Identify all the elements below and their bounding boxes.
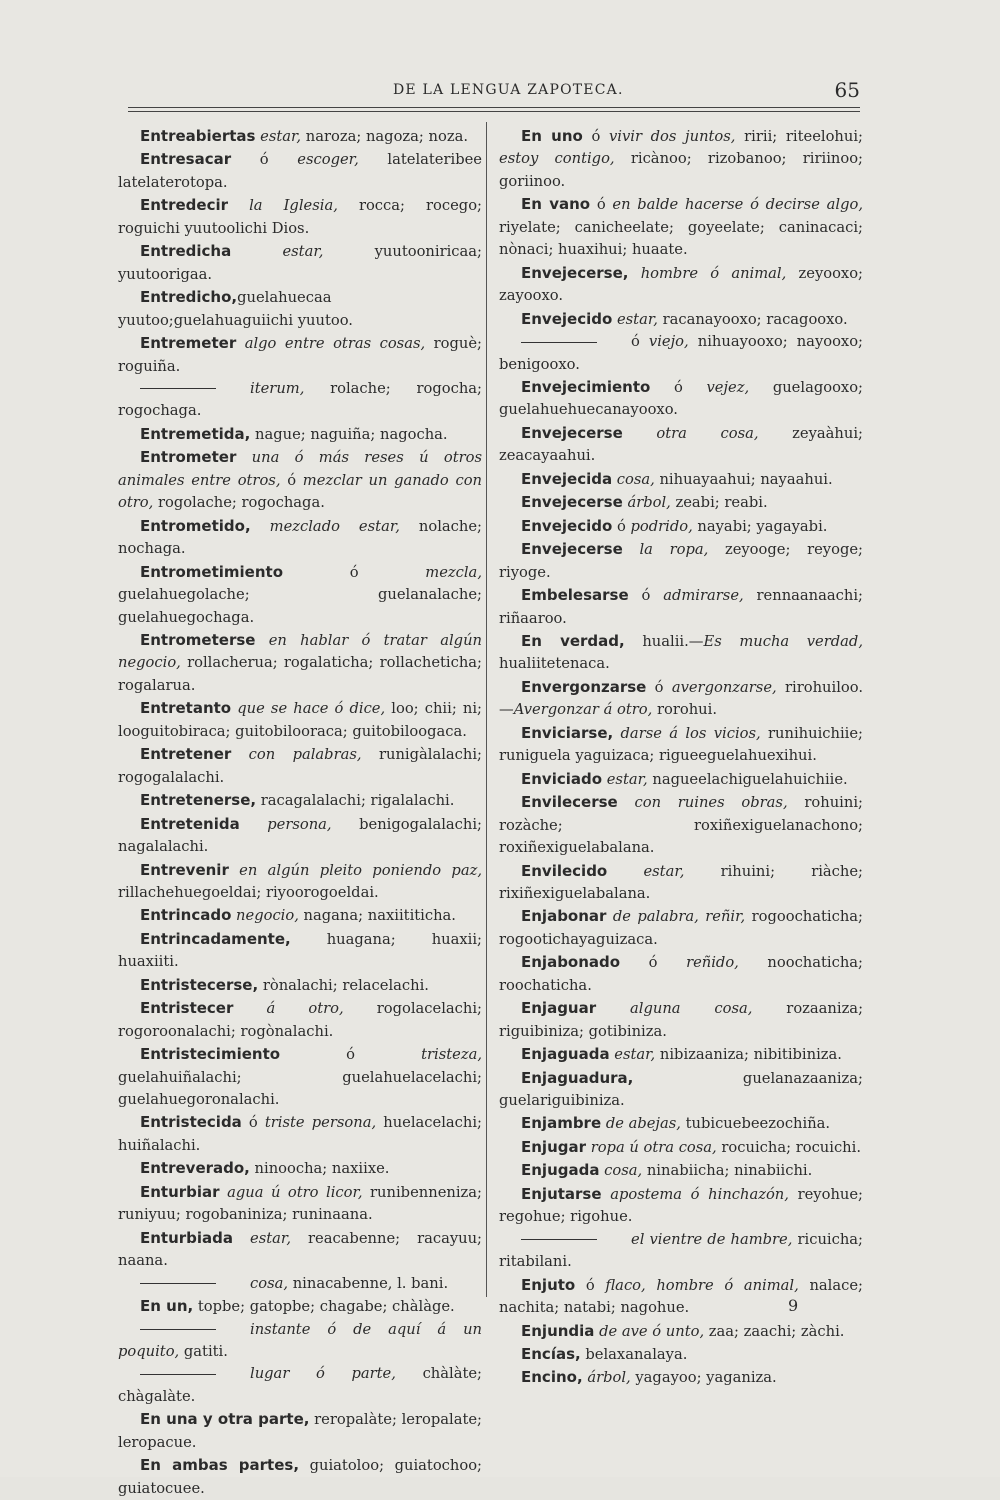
gloss-italic: en balde hacerse ó decirse algo, xyxy=(612,196,864,214)
connector-text: ó xyxy=(650,378,707,396)
translation: topbe; gatopbe; chagabe; chàlàge. xyxy=(193,1298,455,1316)
headword: Enturbiar xyxy=(140,1182,220,1201)
gloss-italic: en algún pleito poniendo paz, xyxy=(239,861,482,879)
translation: ririi; riteelohui; xyxy=(735,128,863,145)
dictionary-entry xyxy=(118,332,482,378)
headword: Enjambre xyxy=(521,1114,602,1133)
dictionary-entry xyxy=(118,286,482,332)
translation: riyelate; canicheelate; goyeelate; caninacaci; nònaci; huaxihui; huaate. xyxy=(499,218,863,259)
dictionary-entry xyxy=(499,538,863,584)
connector-text: ó xyxy=(590,196,613,214)
headword: En un, xyxy=(140,1297,194,1316)
headword: Entretanto xyxy=(140,699,232,718)
headword: Enjaguar xyxy=(521,999,597,1018)
headword: Entresacar xyxy=(140,150,232,169)
headword: En uno xyxy=(521,127,583,145)
translation: rorohui. xyxy=(652,701,717,719)
gloss-italic: estoy contigo, xyxy=(499,150,615,168)
gloss-italic: podrido, xyxy=(630,517,693,535)
gloss-italic: persona, xyxy=(267,815,332,833)
dictionary-entry xyxy=(499,491,863,514)
headword: Enjuto xyxy=(521,1275,576,1294)
dictionary-entry xyxy=(499,584,863,630)
dictionary-entry xyxy=(499,193,863,261)
headword: Entreverado, xyxy=(140,1159,250,1178)
gloss-italic: árbol, xyxy=(627,494,671,512)
headword: Entristecimiento xyxy=(140,1045,281,1064)
gloss-italic: cosa, xyxy=(250,1274,289,1292)
gloss-italic: lugar ó parte, xyxy=(250,1365,396,1383)
headword: Enjugar xyxy=(521,1137,587,1156)
translation: ninacabenne, l. bani. xyxy=(288,1274,449,1292)
translation: racanayooxo; racagooxo. xyxy=(657,310,848,328)
dictionary-entry xyxy=(499,1112,863,1135)
translation: ó xyxy=(280,471,303,489)
gloss-italic: mezcla, xyxy=(425,563,482,581)
translation: reacabenne; racayuu; naana. xyxy=(118,1229,482,1270)
dictionary-entry xyxy=(118,1227,482,1273)
gloss-italic: viejo, xyxy=(648,333,689,351)
translation: rozaaniza; riguibiniza; gotibiniza. xyxy=(499,1000,864,1040)
dictionary-entry xyxy=(499,1067,863,1113)
dictionary-entry xyxy=(118,1181,482,1227)
gloss-italic: tristeza, xyxy=(421,1046,482,1064)
gloss-italic: mezclado estar, xyxy=(269,517,400,535)
dictionary-entry xyxy=(499,1274,863,1320)
dictionary-entry xyxy=(118,378,482,423)
translation: ninabiicha; ninabiichi. xyxy=(642,1162,813,1180)
connector-text: ó xyxy=(575,1276,606,1294)
column-divider xyxy=(486,122,487,1297)
dictionary-entry xyxy=(499,722,863,768)
translation: belaxanalaya. xyxy=(580,1346,688,1364)
translation: guelahuecaa yuutoo;guelahuaguiichi yuutoo. xyxy=(118,289,353,329)
gloss-italic: instante ó de aquí á un poquito, xyxy=(118,1320,482,1361)
translation: reyohue; regohue; rigohue. xyxy=(499,1185,863,1226)
headword: Enjutarse xyxy=(521,1184,602,1203)
headword: Entredecir xyxy=(140,196,229,215)
dictionary-entry xyxy=(499,515,863,538)
headword: Entrometido, xyxy=(140,516,251,535)
translation: ninoocha; naxiixe. xyxy=(249,1160,390,1178)
dictionary-entry xyxy=(499,1366,863,1389)
headword: Entremetida, xyxy=(140,424,251,443)
translation: yagayoo; yaganiza. xyxy=(630,1369,777,1387)
headword: Enjabonar xyxy=(521,907,607,926)
translation: guiatoloo; guiatochoo; guiatocuee. xyxy=(118,1457,482,1497)
translation: loo; chii; ni; looguitobiraca; guitobilooraca; guitobiloogaca. xyxy=(118,700,482,740)
headword: En verdad, xyxy=(521,631,625,650)
translation: nolache; nochaga. xyxy=(118,517,482,558)
translation: guelahuegolache; guelanalache; guelahuegochaga. xyxy=(118,586,482,626)
ditto-dash xyxy=(140,388,216,389)
translation: rònalachi; relacelachi. xyxy=(258,976,429,994)
headword: Entremeter xyxy=(140,334,237,353)
dictionary-entry xyxy=(118,1454,482,1500)
gloss-italic: ropa ú otra cosa, xyxy=(590,1138,717,1156)
headword: Entrometimiento xyxy=(140,562,284,581)
gloss-italic: escoger, xyxy=(297,151,359,169)
translation: nihuayooxo; nayooxo; benigooxo. xyxy=(499,333,863,373)
translation: nihuayaahui; nayaahui. xyxy=(654,470,833,488)
gloss-italic: cosa, xyxy=(616,470,655,488)
ditto-dash xyxy=(140,1374,216,1375)
translation: zaa; zaachi; zàchi. xyxy=(704,1322,845,1340)
gloss-italic: la ropa, xyxy=(639,541,709,559)
dictionary-entry xyxy=(499,1320,863,1343)
gloss-italic: darse á los vicios, xyxy=(620,724,761,742)
gloss-italic: alguna cosa, xyxy=(630,1000,753,1018)
gloss-italic: que se hace ó dice, xyxy=(237,700,386,718)
connector-text: ó xyxy=(628,587,664,605)
header-rule-top xyxy=(128,107,860,108)
translation: huagana; huaxii; huaxiiti. xyxy=(118,930,482,971)
connector-text: ó xyxy=(241,1114,265,1132)
headword: Envergonzarse xyxy=(521,677,647,696)
dictionary-entry xyxy=(118,974,482,997)
headword: Embelesarse xyxy=(521,586,629,605)
gloss-italic: algo entre otras cosas, xyxy=(244,335,426,353)
dictionary-entry xyxy=(118,1363,482,1408)
translation: nagueelachiguelahuichiie. xyxy=(647,770,848,788)
headword: Entredicho, xyxy=(140,288,238,307)
headword: Enjugada xyxy=(521,1161,600,1180)
dictionary-entry xyxy=(499,125,863,193)
translation: rohuini; rozàche; roxiñexiguelanachono; roxiñexiguelabalana. xyxy=(499,794,863,857)
gloss-italic: vejez, xyxy=(706,378,750,396)
translation: rillachehuegoeldai; riyoorogoeldai. xyxy=(118,883,379,901)
translation: nayabi; yagayabi. xyxy=(692,517,828,535)
dictionary-entry xyxy=(499,768,863,791)
gloss-italic: hombre ó animal, xyxy=(640,264,787,282)
dictionary-entry xyxy=(118,928,482,974)
dictionary-entry xyxy=(118,1273,482,1295)
headword: Entrometer xyxy=(140,448,237,467)
headword: Envilecido xyxy=(521,861,608,880)
gloss-italic: de palabra, reñir, xyxy=(612,908,746,926)
dictionary-entry xyxy=(499,422,863,468)
dictionary-entry xyxy=(118,859,482,905)
gloss-italic: agua ú otro licor, xyxy=(227,1183,363,1201)
gloss-italic: otra cosa, xyxy=(656,424,759,442)
dictionary-entry xyxy=(499,1343,863,1366)
gloss-italic: con palabras, xyxy=(248,746,362,764)
translation: zeabi; reabi. xyxy=(670,494,768,512)
gloss-italic: Avergonzar á otro, xyxy=(513,701,653,719)
dictionary-entry xyxy=(499,1229,863,1274)
translation: guelanazaaniza; guelariguibiniza. xyxy=(499,1069,863,1110)
translation: rogoochaticha; rogootichayaguizaca. xyxy=(499,908,864,948)
gloss-italic: apostema ó hinchazón, xyxy=(610,1185,789,1203)
gloss-italic: Es mucha verdad, xyxy=(703,632,864,650)
translation: nalace; nachita; natabi; nagohue. xyxy=(499,1276,863,1317)
connector-text: ó xyxy=(631,333,649,351)
gloss-italic: flaco, hombre ó animal, xyxy=(605,1276,799,1294)
gloss-italic: estar, xyxy=(260,128,302,145)
dictionary-entry xyxy=(499,951,863,997)
headword: Entreabiertas xyxy=(140,127,256,145)
dictionary-entry xyxy=(118,194,482,240)
dictionary-entry xyxy=(118,1111,482,1157)
gloss-italic: árbol, xyxy=(587,1369,631,1387)
headword: Envejecerse, xyxy=(521,263,629,282)
translation: guelahuiñalachi; guelahuelacelachi; guelahuegoronalachi. xyxy=(118,1068,482,1109)
ditto-dash xyxy=(521,342,597,343)
dictionary-entry xyxy=(118,629,482,697)
dictionary-entry xyxy=(499,630,863,676)
dictionary-entry xyxy=(118,1319,482,1364)
translation: runibenneniza; runiyuu; rogobaniniza; runinaana. xyxy=(118,1183,482,1224)
connector-text: ó xyxy=(582,128,609,145)
page-header xyxy=(128,78,860,108)
dictionary-entry xyxy=(118,240,482,286)
gloss-italic: avergonzarse, xyxy=(671,678,777,696)
dictionary-entry xyxy=(499,331,863,376)
gloss-italic: estar, xyxy=(250,1229,291,1247)
translation: ricuicha; ritabilani. xyxy=(499,1230,863,1271)
headword: Envejecerse xyxy=(521,423,623,442)
translation: zeyooge; reyoge; riyoge. xyxy=(499,541,863,581)
gloss-italic: mezclar un ganado con otro, xyxy=(118,471,482,512)
headword: Entrincadamente, xyxy=(140,929,291,948)
dictionary-entry xyxy=(499,1183,863,1229)
ditto-dash xyxy=(521,1239,597,1240)
connector-text: ó xyxy=(283,563,426,581)
headword: Enjundia xyxy=(521,1321,595,1340)
translation: reropalàte; leropalate; leropacue. xyxy=(118,1411,482,1451)
headword: Entrometerse xyxy=(140,630,256,649)
headword: En ambas partes, xyxy=(140,1456,300,1475)
translation: rolache; rogocha; rogochaga. xyxy=(118,379,482,420)
headword: Entretener xyxy=(140,745,232,764)
translation: noochaticha; roochaticha. xyxy=(499,954,864,994)
headword: Envejecerse xyxy=(521,540,623,559)
left-column xyxy=(118,125,482,1500)
gloss-italic: la Iglesia, xyxy=(249,197,338,215)
translation: chàlàte; chàgalàte. xyxy=(118,1365,483,1405)
dictionary-entry xyxy=(499,468,863,491)
headword: Enviciado xyxy=(521,769,603,788)
translation: ricànoo; rizobanoo; ririinoo; goriinoo. xyxy=(499,150,863,190)
headword: Envejecerse xyxy=(521,493,623,512)
connector-text: ó xyxy=(280,1046,422,1064)
dictionary-entry xyxy=(499,1136,863,1159)
dictionary-entry xyxy=(118,743,482,789)
translation: tubicuebeezochiña. xyxy=(680,1115,831,1133)
running-head: DE LA LENGUA ZAPOTECA. xyxy=(393,82,624,98)
headword: Enjaguadura, xyxy=(521,1068,634,1087)
headword: Encino, xyxy=(521,1368,583,1387)
headword: Enjaguada xyxy=(521,1045,610,1064)
translation: latelateribee latelaterotopa. xyxy=(118,151,482,191)
gloss-italic: con ruines obras, xyxy=(634,794,788,812)
translation: rogolacelachi; rogoroonalachi; rogònalachi. xyxy=(118,1000,482,1040)
dictionary-entry xyxy=(499,791,863,859)
translation: rihuini; riàche; rixiñexiguelabalana. xyxy=(499,862,864,902)
signature-mark: 9 xyxy=(788,1296,799,1315)
gloss-italic: estar, xyxy=(643,862,685,880)
gloss-italic: el vientre de hambre, xyxy=(631,1230,793,1248)
dictionary-entry xyxy=(118,423,482,446)
gloss-italic: reñido, xyxy=(686,954,739,972)
headword: En vano xyxy=(521,195,591,214)
dictionary-entry xyxy=(499,860,863,906)
dictionary-entry xyxy=(499,376,863,422)
dictionary-entry xyxy=(118,561,482,629)
gloss-italic: vivir dos juntos, xyxy=(608,128,736,145)
headword: Entristecida xyxy=(140,1113,242,1132)
headword: Envejecido xyxy=(521,516,613,535)
dictionary-entry xyxy=(118,1408,482,1454)
dictionary-entry xyxy=(499,997,863,1043)
translation: rocuicha; rocuichi. xyxy=(716,1138,862,1156)
headword: Entrevenir xyxy=(140,860,229,879)
gloss-italic: en hablar ó tratar algún negocio, xyxy=(118,631,482,672)
headword: Envejecimiento xyxy=(521,377,651,396)
dictionary-entry xyxy=(499,676,863,722)
translation: gatiti. xyxy=(179,1343,228,1361)
ditto-dash xyxy=(140,1329,216,1330)
gloss-italic: una ó más reses ú otros animales entre otros, xyxy=(118,449,483,489)
dictionary-entry xyxy=(118,148,482,194)
headword: Entrincado xyxy=(140,906,232,925)
connector-text: ó xyxy=(231,151,298,169)
dictionary-entry xyxy=(118,125,482,148)
translation: naroza; nagoza; noza. xyxy=(301,128,469,145)
dictionary-entry xyxy=(499,262,863,308)
dictionary-entry xyxy=(118,904,482,927)
headword: Encías, xyxy=(521,1345,581,1364)
header-rule-bottom xyxy=(128,111,860,112)
gloss-italic: cosa, xyxy=(604,1162,643,1180)
right-column xyxy=(499,125,863,1390)
dictionary-entry xyxy=(499,905,863,951)
headword: Entretenida xyxy=(140,814,240,833)
gloss-italic: de abejas, xyxy=(605,1115,681,1133)
page-number: 65 xyxy=(834,78,860,102)
gloss-italic: estar, xyxy=(606,770,648,788)
headword: Entredicha xyxy=(140,242,232,261)
translation: nagana; naxiititicha. xyxy=(298,907,456,925)
connector-text: ó xyxy=(612,517,631,535)
dictionary-entry xyxy=(118,515,482,561)
dictionary-entry xyxy=(499,308,863,331)
translation: rennaanaachi; riñaaroo. xyxy=(499,587,863,627)
translation: yuutooniricaa; yuutoorigaa. xyxy=(118,243,482,283)
dictionary-entry xyxy=(499,1159,863,1182)
headword: Envejecido xyxy=(521,309,613,328)
dictionary-entry xyxy=(118,1043,482,1111)
headword: Enturbiada xyxy=(140,1228,234,1247)
headword: Enjabonado xyxy=(521,953,621,972)
headword: Enviciarse, xyxy=(521,723,614,742)
gloss-italic: triste persona, xyxy=(264,1114,377,1132)
gloss-italic: admirarse, xyxy=(663,587,744,605)
gloss-italic: estar, xyxy=(282,243,324,261)
translation: runihuichiie; runiguela yaguizaca; rigueeguelahuexihui. xyxy=(499,724,863,765)
translation: rirohuiloo.— xyxy=(499,678,863,719)
dictionary-entry xyxy=(118,997,482,1043)
dictionary-entry xyxy=(118,1157,482,1180)
translation: hualiitetenaca. xyxy=(499,655,610,673)
headword: Entristecer xyxy=(140,999,234,1018)
translation: rogolache; rogochaga. xyxy=(153,494,325,512)
translation: runigàlalachi; rogogalalachi. xyxy=(118,746,482,786)
gloss-italic: estar, xyxy=(616,310,658,328)
translation: nague; naguiña; nagocha. xyxy=(250,425,448,443)
gloss-italic: estar, xyxy=(614,1046,656,1064)
headword: En una y otra parte, xyxy=(140,1410,310,1429)
translation: nibizaaniza; nibitibiniza. xyxy=(655,1046,842,1064)
dictionary-entry xyxy=(118,446,482,514)
dictionary-entry xyxy=(499,1043,863,1066)
connector-text: ó xyxy=(620,954,687,972)
translation: guelagooxo; guelahuehuecanayooxo. xyxy=(499,378,863,419)
translation: zeyooxo; zayooxo. xyxy=(499,264,864,305)
dictionary-entry xyxy=(118,813,482,859)
translation: benigogalalachi; nagalalachi. xyxy=(118,815,483,856)
headword: Entretenerse, xyxy=(140,791,257,810)
gloss-italic: iterum, xyxy=(250,379,305,397)
headword: Envilecerse xyxy=(521,793,618,812)
gloss-italic: de ave ó unto, xyxy=(599,1322,705,1340)
headword: Entristecerse, xyxy=(140,975,259,994)
translation: hualii.— xyxy=(624,632,704,650)
connector-text: ó xyxy=(646,678,672,696)
translation: huelacelachi; huiñalachi. xyxy=(118,1114,482,1154)
dictionary-entry xyxy=(118,789,482,812)
translation: roguè; roguiña. xyxy=(118,335,482,375)
gloss-italic: á otro, xyxy=(266,1000,344,1018)
ditto-dash xyxy=(140,1283,216,1284)
dictionary-entry xyxy=(118,1295,482,1318)
gloss-italic: negocio, xyxy=(236,907,299,925)
headword: Envejecida xyxy=(521,469,613,488)
translation: rocca; rocego; roguichi yuutoolichi Dios. xyxy=(118,197,482,237)
dictionary-entry xyxy=(118,697,482,743)
translation: racagalalachi; rigalalachi. xyxy=(256,792,455,810)
translation: zeyaàhui; zeacayaahui. xyxy=(499,424,863,465)
translation: rollacherua; rogalaticha; rollacheticha; rogalarua. xyxy=(118,654,482,694)
